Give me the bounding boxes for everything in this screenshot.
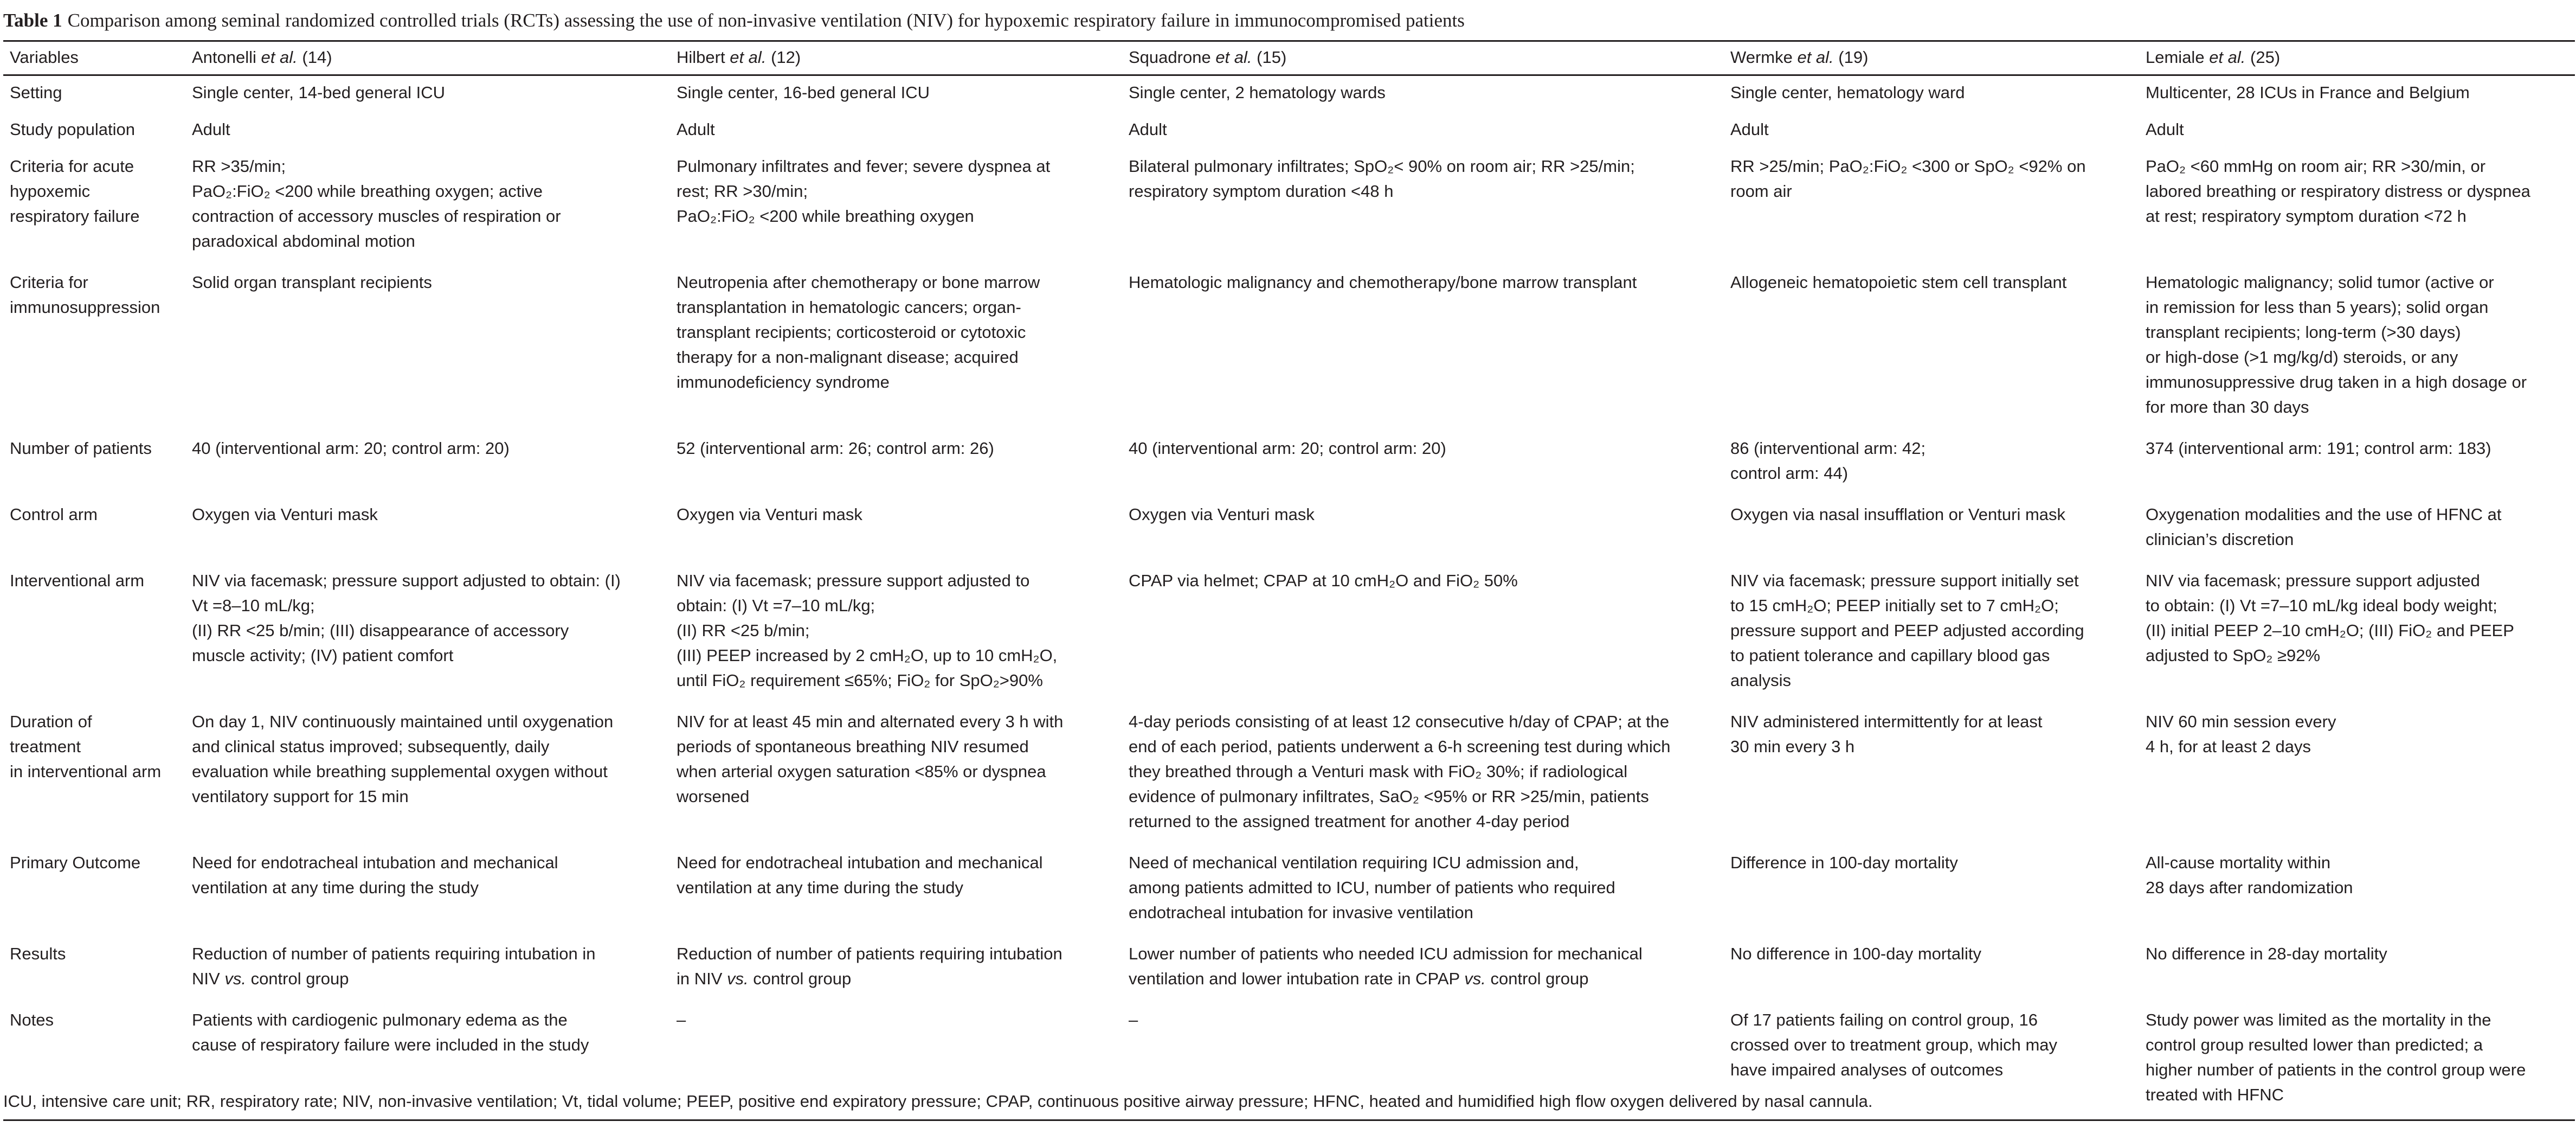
header-wermke: Wermke et al. (19) [1724, 41, 2139, 75]
cell-lemiale: NIV via facemask; pressure support adjusted to obtain: (I) Vt =7–10 mL/kg ideal body weight; (II) initial PEEP 2–10 cmH₂O; (III) FiO₂ and PEEP adjusted to SpO₂ ≥92% [2146, 571, 2514, 665]
header-lemiale: Lemiale et al. (25) [2139, 41, 2575, 75]
cell-squadrone: 40 (interventional arm: 20; control arm: 20) [1129, 439, 1446, 458]
header-antonelli: Antonelli et al. (14) [185, 41, 670, 75]
cell-lemiale: All-cause mortality within 28 days after randomization [2146, 853, 2353, 897]
table-caption [3, 8, 2567, 34]
cell-hilbert: Need for endotracheal intubation and mechanical ventilation at any time during the study [677, 853, 1043, 897]
cell-antonelli: On day 1, NIV continuously maintained until oxygenation and clinical status improved; subsequently, daily evaluation while breathing supplemental oxygen without ventilatory support for 15 min [192, 712, 614, 806]
cell-lemiale: 374 (interventional arm: 191; control arm: 183) [2146, 439, 2491, 458]
cell-antonelli: Adult [192, 120, 230, 139]
cell-hilbert: 52 (interventional arm: 26; control arm: 26) [677, 439, 994, 458]
cell-hilbert: NIV for at least 45 min and alternated every 3 h with periods of spontaneous breathing NIV resumed when arterial oxygen saturation <85% or dyspnea worsened [677, 712, 1064, 806]
row-variable: Interventional arm [10, 571, 145, 590]
header-row [3, 41, 2575, 75]
cell-wermke: Allogeneic hematopoietic stem cell transplant [1730, 273, 2067, 292]
cell-antonelli: Oxygen via Venturi mask [192, 505, 378, 524]
cell-lemiale: Adult [2146, 120, 2184, 139]
row-variable: Notes [10, 1010, 54, 1029]
table-row [3, 150, 2575, 266]
cell-wermke: NIV administered intermittently for at least 30 min every 3 h [1730, 712, 2043, 756]
cell-hilbert: Neutropenia after chemotherapy or bone marrow transplantation in hematologic cancers; organ- transplant recipients; corticosteroid or cytotoxic therapy for a non-malignant disease; acquired immunodeficiency syndrome [677, 273, 1040, 392]
header-squadrone: Squadrone et al. (15) [1122, 41, 1724, 75]
cell-hilbert: – [677, 1010, 686, 1029]
table-row [3, 846, 2575, 937]
cell-antonelli: Single center, 14-bed general ICU [192, 83, 446, 102]
table-row [3, 498, 2575, 564]
cell-wermke: Difference in 100-day mortality [1730, 853, 1958, 872]
table-row [3, 113, 2575, 150]
table-footnote: ICU, intensive care unit; RR, respiratory rate; NIV, non-invasive ventilation; Vt, tidal volume; PEEP, positive end expiratory pressure; CPAP, continuous positive airway pressure; HFNC, heated and humidified high flow oxygen delivered by nasal cannula. [3, 1092, 1873, 1111]
row-variable: Study population [10, 120, 135, 139]
row-variable: Primary Outcome [10, 853, 141, 872]
cell-lemiale: Study power was limited as the mortality in the control group resulted lower than predicted; a higher number of patients in the control group were treated with HFNC [2146, 1010, 2526, 1104]
row-variable: Control arm [10, 505, 98, 524]
table-caption-text: Comparison among seminal randomized controlled trials (RCTs) assessing the use of non-invasive ventilation (NIV) for hypoxemic respiratory failure in immunocompromised patients [67, 10, 1465, 31]
cell-squadrone: Lower number of patients who needed ICU admission for mechanical ventilation and lower intubation rate in CPAP vs. control group [1129, 944, 1643, 988]
cell-hilbert: Oxygen via Venturi mask [677, 505, 862, 524]
cell-lemiale: PaO₂ <60 mmHg on room air; RR >30/min, or labored breathing or respiratory distress or dyspnea at rest; respiratory symptom duration <72 h [2146, 157, 2530, 226]
cell-wermke: Single center, hematology ward [1730, 83, 1965, 102]
row-variable: Results [10, 944, 66, 963]
table-row [3, 937, 2575, 1003]
cell-hilbert: Reduction of number of patients requiring intubation in NIV vs. control group [677, 944, 1062, 988]
cell-squadrone: Adult [1129, 120, 1167, 139]
cell-wermke: 86 (interventional arm: 42; control arm: 44) [1730, 439, 1926, 483]
table-row [3, 75, 2575, 113]
cell-squadrone: 4-day periods consisting of at least 12 consecutive h/day of CPAP; at the end of each period, patients underwent a 6-h screening test during which they breathed through a Venturi mask with FiO₂ 30%; if radiological evidence of pulmonary infiltrates, SaO₂ <95% or RR >25/min, patients returned to the assigned treatment for another 4-day period [1129, 712, 1671, 831]
cell-wermke: Adult [1730, 120, 1769, 139]
cell-hilbert: Adult [677, 120, 715, 139]
cell-wermke: No difference in 100-day mortality [1730, 944, 1981, 963]
cell-squadrone: CPAP via helmet; CPAP at 10 cmH₂O and FiO₂ 50% [1129, 571, 1518, 590]
table-row [3, 266, 2575, 432]
cell-squadrone: Hematologic malignancy and chemotherapy/bone marrow transplant [1129, 273, 1637, 292]
cell-lemiale: Hematologic malignancy; solid tumor (active or in remission for less than 5 years); solid organ transplant recipients; long-term (>30 days) or high-dose (>1 mg/kg/d) steroids, or any immunosuppressive drug taken in a high dosage or for more than 30 days [2146, 273, 2527, 417]
cell-antonelli: Need for endotracheal intubation and mechanical ventilation at any time during the study [192, 853, 558, 897]
rct-comparison-table [3, 40, 2575, 1121]
row-variable: Number of patients [10, 439, 152, 458]
cell-squadrone: Single center, 2 hematology wards [1129, 83, 1386, 102]
header-hilbert: Hilbert et al. (12) [670, 41, 1122, 75]
row-variable: Duration of treatment in interventional arm [10, 712, 162, 781]
table-row [3, 564, 2575, 705]
cell-hilbert: Pulmonary infiltrates and fever; severe dyspnea at rest; RR >30/min; PaO₂:FiO₂ <200 while breathing oxygen [677, 157, 1051, 226]
row-variable: Criteria for acute hypoxemic respiratory failure [10, 157, 140, 226]
cell-wermke: NIV via facemask; pressure support initially set to 15 cmH₂O; PEEP initially set to 7 cmH₂O; pressure support and PEEP adjusted according to patient tolerance and capillary blood gas analysis [1730, 571, 2084, 690]
table-row [3, 432, 2575, 498]
cell-antonelli: RR >35/min; PaO₂:FiO₂ <200 while breathing oxygen; active contraction of accessory muscles of respiration or paradoxical abdominal motion [192, 157, 561, 251]
cell-antonelli: NIV via facemask; pressure support adjusted to obtain: (I) Vt =8–10 mL/kg; (II) RR <25 b/min; (III) disappearance of accessory muscle activity; (IV) patient comfort [192, 571, 621, 665]
cell-squadrone: Need of mechanical ventilation requiring ICU admission and, among patients admitted to ICU, number of patients who required endotracheal intubation for invasive ventilation [1129, 853, 1615, 922]
cell-wermke: Oxygen via nasal insufflation or Venturi mask [1730, 505, 2066, 524]
cell-lemiale: No difference in 28-day mortality [2146, 944, 2387, 963]
cell-antonelli: 40 (interventional arm: 20; control arm: 20) [192, 439, 510, 458]
table-label: Table 1 [3, 10, 62, 31]
cell-lemiale: Oxygenation modalities and the use of HFNC at clinician’s discretion [2146, 505, 2502, 549]
cell-antonelli: Patients with cardiogenic pulmonary edema as the cause of respiratory failure were included in the study [192, 1010, 589, 1054]
cell-squadrone: Oxygen via Venturi mask [1129, 505, 1315, 524]
cell-wermke: RR >25/min; PaO₂:FiO₂ <300 or SpO₂ <92% on room air [1730, 157, 2086, 201]
cell-lemiale: NIV 60 min session every 4 h, for at least 2 days [2146, 712, 2336, 756]
table-row [3, 705, 2575, 846]
cell-antonelli: Solid organ transplant recipients [192, 273, 432, 292]
cell-hilbert: Single center, 16-bed general ICU [677, 83, 930, 102]
cell-lemiale: Multicenter, 28 ICUs in France and Belgium [2146, 83, 2470, 102]
cell-wermke: Of 17 patients failing on control group, 16 crossed over to treatment group, which may have impaired analyses of outcomes [1730, 1010, 2058, 1079]
cell-squadrone: – [1129, 1010, 1138, 1029]
row-variable: Criteria for immunosuppression [10, 273, 160, 317]
header-variables: Variables [3, 41, 185, 75]
cell-squadrone: Bilateral pulmonary infiltrates; SpO₂< 90% on room air; RR >25/min; respiratory symptom duration <48 h [1129, 157, 1635, 201]
row-variable: Setting [10, 83, 62, 102]
cell-antonelli: Reduction of number of patients requiring intubation in NIV vs. control group [192, 944, 596, 988]
cell-hilbert: NIV via facemask; pressure support adjusted to obtain: (I) Vt =7–10 mL/kg; (II) RR <25 b/min; (III) PEEP increased by 2 cmH₂O, up to 10 cmH₂O, until FiO₂ requirement ≤65%; FiO₂ for SpO₂>90% [677, 571, 1058, 690]
